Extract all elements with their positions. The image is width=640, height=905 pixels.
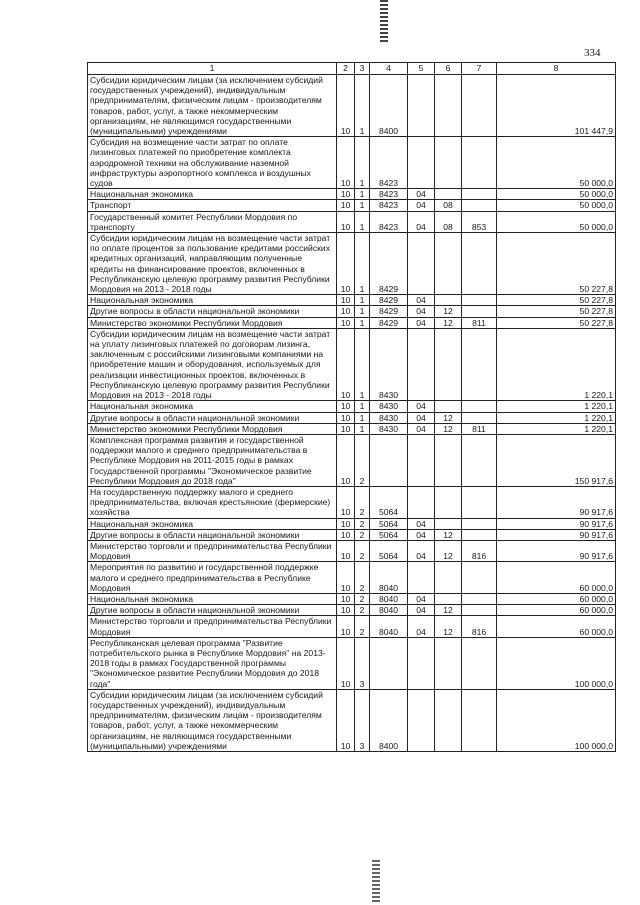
table-row [88, 562, 616, 594]
table-row [88, 233, 616, 295]
row-rz-cell: 10 [337, 518, 355, 529]
row-csr-cell: 8429 [370, 306, 408, 317]
table-row [88, 689, 616, 751]
row-amount-cell: 50 227,8 [497, 233, 616, 295]
table-row [88, 306, 616, 317]
row-sub-cell [435, 637, 462, 689]
row-sub-cell [435, 486, 462, 518]
row-csr-cell: 8430 [370, 423, 408, 434]
row-name-cell: Республиканская целевая программа "Развитие потребительского рынка в Республике Мордовия" на 2013-2018 годы в рамках Государственной программы "Экономическое развитие Республики Мордовия до 2018 года" [88, 637, 337, 689]
row-vr-cell: 04 [408, 295, 435, 306]
row-name-cell: Транспорт [88, 200, 337, 211]
row-pr-cell: 2 [355, 540, 370, 561]
row-amount-cell: 1 220,1 [497, 423, 616, 434]
row-sub-cell [435, 401, 462, 412]
row-pr-cell: 1 [355, 233, 370, 295]
row-amount-cell: 101 447,9 [497, 75, 616, 137]
row-rz-cell: 10 [337, 306, 355, 317]
row-kvsr-cell [462, 605, 497, 616]
row-rz-cell: 10 [337, 689, 355, 751]
row-amount-cell: 50 000,0 [497, 211, 616, 232]
row-sub-cell [435, 518, 462, 529]
row-name-cell: Национальная экономика [88, 593, 337, 604]
row-name-cell: На государственную поддержку малого и среднего предпринимательства, включая крестьянские (фермерские) хозяйства [88, 486, 337, 518]
row-csr-cell: 8040 [370, 593, 408, 604]
row-sub-cell: 12 [435, 412, 462, 423]
row-kvsr-cell [462, 401, 497, 412]
row-pr-cell: 2 [355, 593, 370, 604]
row-vr-cell: 04 [408, 401, 435, 412]
row-name-cell: Субсидия на возмещение части затрат по оплате лизинговых платежей по приобретение комплекта аэродромной техники на обслуживание наземной инфраструктуры аэропортного комплекса и воздушных судов [88, 137, 337, 189]
row-pr-cell: 2 [355, 616, 370, 637]
row-pr-cell: 2 [355, 486, 370, 518]
row-kvsr-cell [462, 529, 497, 540]
column-header: 6 [435, 63, 462, 75]
row-kvsr-cell [462, 137, 497, 189]
row-amount-cell: 90 917,6 [497, 529, 616, 540]
row-rz-cell: 10 [337, 401, 355, 412]
row-amount-cell: 90 917,6 [497, 486, 616, 518]
row-pr-cell: 1 [355, 75, 370, 137]
row-name-cell: Другие вопросы в области национальной экономики [88, 529, 337, 540]
table-row [88, 200, 616, 211]
row-name-cell: Субсидии юридическим лицам (за исключением субсидий государственных учреждений), индивидуальным предпринимателям, физическим лицам - производителям товаров, работ, услуг, а также некоммерческим организациям, не являющимся государственными (муниципальными) учреждениями [88, 75, 337, 137]
row-sub-cell: 12 [435, 616, 462, 637]
row-pr-cell: 3 [355, 637, 370, 689]
row-csr-cell: 8430 [370, 412, 408, 423]
row-name-cell: Субсидии юридическим лицам (за исключением субсидий государственных учреждений), индивидуальным предпринимателям, физическим лицам - производителям товаров, работ, услуг, а также некоммерческим организациям, не являющимся государственными (муниципальными) учреждениями [88, 689, 337, 751]
row-kvsr-cell [462, 593, 497, 604]
row-csr-cell: 8429 [370, 295, 408, 306]
row-pr-cell: 1 [355, 412, 370, 423]
row-pr-cell: 1 [355, 423, 370, 434]
row-csr-cell: 5064 [370, 529, 408, 540]
row-sub-cell [435, 233, 462, 295]
table-row [88, 540, 616, 561]
row-kvsr-cell: 853 [462, 211, 497, 232]
row-pr-cell: 1 [355, 189, 370, 200]
row-rz-cell: 10 [337, 412, 355, 423]
row-name-cell: Комплексная программа развития и государственной поддержки малого и среднего предпринимательства в Республике Мордовия на 2011-2015 годы в рамках Государственной программы "Экономическое развитие Республики Мордовия до 2018 года" [88, 434, 337, 486]
table-row [88, 328, 616, 400]
row-rz-cell: 10 [337, 189, 355, 200]
column-header: 2 [337, 63, 355, 75]
column-header: 7 [462, 63, 497, 75]
row-name-cell: Министерство торговли и предпринимательства Республики Мордовия [88, 540, 337, 561]
row-name-cell: Национальная экономика [88, 401, 337, 412]
row-vr-cell: 04 [408, 412, 435, 423]
row-amount-cell: 1 220,1 [497, 328, 616, 400]
table-row [88, 518, 616, 529]
row-csr-cell: 8040 [370, 605, 408, 616]
table-row [88, 317, 616, 328]
row-pr-cell: 1 [355, 295, 370, 306]
row-rz-cell: 10 [337, 529, 355, 540]
row-rz-cell: 10 [337, 486, 355, 518]
row-rz-cell: 10 [337, 137, 355, 189]
table-row [88, 637, 616, 689]
row-sub-cell: 12 [435, 423, 462, 434]
row-rz-cell: 10 [337, 233, 355, 295]
row-rz-cell: 10 [337, 637, 355, 689]
table-row [88, 434, 616, 486]
row-vr-cell [408, 137, 435, 189]
row-name-cell: Национальная экономика [88, 295, 337, 306]
row-rz-cell: 10 [337, 423, 355, 434]
row-csr-cell: 5064 [370, 518, 408, 529]
row-sub-cell: 12 [435, 605, 462, 616]
row-vr-cell: 04 [408, 605, 435, 616]
binding-mark-top [380, 0, 388, 44]
row-pr-cell: 2 [355, 434, 370, 486]
row-csr-cell: 5064 [370, 540, 408, 561]
row-rz-cell: 10 [337, 616, 355, 637]
row-amount-cell: 60 000,0 [497, 605, 616, 616]
row-rz-cell: 10 [337, 593, 355, 604]
row-rz-cell: 10 [337, 605, 355, 616]
row-vr-cell: 04 [408, 593, 435, 604]
row-pr-cell: 1 [355, 200, 370, 211]
header-row [88, 63, 616, 75]
row-kvsr-cell: 811 [462, 317, 497, 328]
row-name-cell: Министерство торговли и предпринимательства Республики Мордовия [88, 616, 337, 637]
row-name-cell: Национальная экономика [88, 189, 337, 200]
row-kvsr-cell: 816 [462, 540, 497, 561]
row-sub-cell [435, 189, 462, 200]
row-rz-cell: 10 [337, 211, 355, 232]
row-rz-cell: 10 [337, 562, 355, 594]
column-header: 5 [408, 63, 435, 75]
row-pr-cell: 1 [355, 317, 370, 328]
row-amount-cell: 60 000,0 [497, 616, 616, 637]
row-kvsr-cell [462, 200, 497, 211]
row-csr-cell: 8430 [370, 328, 408, 400]
row-pr-cell: 2 [355, 529, 370, 540]
row-sub-cell: 12 [435, 317, 462, 328]
row-sub-cell: 12 [435, 529, 462, 540]
row-pr-cell: 2 [355, 518, 370, 529]
row-amount-cell: 1 220,1 [497, 401, 616, 412]
row-name-cell: Государственный комитет Республики Мордовия по транспорту [88, 211, 337, 232]
row-name-cell: Субсидии юридическим лицам на возмещение части затрат на уплату лизинговых платежей по договорам лизинга, заключенным с российскими лизинговыми компаниями на приобретение машин и оборудования, используемых для реализации инвестиционных проектов, включенных в Республиканскую целевую программу развития Республики Мордовия на 2013 - 2018 годы [88, 328, 337, 400]
row-kvsr-cell [462, 75, 497, 137]
row-amount-cell: 90 917,6 [497, 540, 616, 561]
row-csr-cell [370, 637, 408, 689]
row-amount-cell: 100 000,0 [497, 637, 616, 689]
row-sub-cell [435, 328, 462, 400]
row-pr-cell: 1 [355, 401, 370, 412]
row-pr-cell: 3 [355, 689, 370, 751]
row-pr-cell: 1 [355, 137, 370, 189]
row-amount-cell: 1 220,1 [497, 412, 616, 423]
row-name-cell: Министерство экономики Республики Мордовия [88, 317, 337, 328]
row-sub-cell: 12 [435, 540, 462, 561]
table-row [88, 593, 616, 604]
row-csr-cell: 8423 [370, 189, 408, 200]
table-row [88, 295, 616, 306]
row-sub-cell [435, 295, 462, 306]
row-sub-cell [435, 593, 462, 604]
row-vr-cell: 04 [408, 518, 435, 529]
row-sub-cell [435, 689, 462, 751]
row-vr-cell [408, 434, 435, 486]
table-row [88, 412, 616, 423]
row-kvsr-cell [462, 295, 497, 306]
row-rz-cell: 10 [337, 540, 355, 561]
row-kvsr-cell [462, 689, 497, 751]
row-vr-cell: 04 [408, 211, 435, 232]
row-vr-cell: 04 [408, 306, 435, 317]
row-kvsr-cell [462, 562, 497, 594]
row-kvsr-cell [462, 328, 497, 400]
row-vr-cell: 04 [408, 317, 435, 328]
row-rz-cell: 10 [337, 328, 355, 400]
row-kvsr-cell [462, 434, 497, 486]
row-csr-cell: 5064 [370, 486, 408, 518]
row-pr-cell: 1 [355, 306, 370, 317]
row-name-cell: Другие вопросы в области национальной экономики [88, 412, 337, 423]
row-csr-cell [370, 434, 408, 486]
row-amount-cell: 100 000,0 [497, 689, 616, 751]
row-name-cell: Другие вопросы в области национальной экономики [88, 605, 337, 616]
row-vr-cell: 04 [408, 200, 435, 211]
row-csr-cell: 8400 [370, 689, 408, 751]
table-row [88, 529, 616, 540]
binding-mark-bottom [372, 860, 380, 902]
table-row [88, 137, 616, 189]
column-header: 8 [497, 63, 616, 75]
row-amount-cell: 50 227,8 [497, 317, 616, 328]
row-amount-cell: 50 000,0 [497, 189, 616, 200]
row-amount-cell: 50 227,8 [497, 295, 616, 306]
row-sub-cell: 08 [435, 211, 462, 232]
row-vr-cell: 04 [408, 423, 435, 434]
row-kvsr-cell [462, 306, 497, 317]
row-rz-cell: 10 [337, 295, 355, 306]
row-vr-cell: 04 [408, 529, 435, 540]
table-row [88, 616, 616, 637]
row-kvsr-cell [462, 486, 497, 518]
row-vr-cell [408, 233, 435, 295]
row-vr-cell [408, 637, 435, 689]
column-header: 4 [370, 63, 408, 75]
row-pr-cell: 2 [355, 562, 370, 594]
row-vr-cell: 04 [408, 540, 435, 561]
row-csr-cell: 8429 [370, 233, 408, 295]
row-amount-cell: 150 917,6 [497, 434, 616, 486]
row-csr-cell: 8400 [370, 75, 408, 137]
row-amount-cell: 50 000,0 [497, 137, 616, 189]
row-kvsr-cell [462, 637, 497, 689]
column-header: 3 [355, 63, 370, 75]
row-sub-cell: 12 [435, 306, 462, 317]
row-kvsr-cell [462, 518, 497, 529]
row-sub-cell [435, 137, 462, 189]
row-kvsr-cell [462, 412, 497, 423]
row-sub-cell [435, 75, 462, 137]
row-kvsr-cell: 816 [462, 616, 497, 637]
row-name-cell: Субсидии юридическим лицам на возмещение части затрат по оплате процентов за пользование кредитами российских кредитных организаций, направляющим полученные кредиты на финансирование проектов, включенных в Республиканскую целевую программу развития Республики Мордовия на 2013 - 2018 годы [88, 233, 337, 295]
row-sub-cell [435, 434, 462, 486]
row-csr-cell: 8040 [370, 616, 408, 637]
row-vr-cell [408, 486, 435, 518]
budget-table [87, 62, 616, 752]
row-pr-cell: 1 [355, 328, 370, 400]
row-kvsr-cell [462, 189, 497, 200]
row-vr-cell [408, 328, 435, 400]
row-csr-cell: 8429 [370, 317, 408, 328]
row-name-cell: Национальная экономика [88, 518, 337, 529]
row-csr-cell: 8423 [370, 200, 408, 211]
column-header: 1 [88, 63, 337, 75]
row-csr-cell: 8430 [370, 401, 408, 412]
row-amount-cell: 90 917,6 [497, 518, 616, 529]
table-row [88, 605, 616, 616]
row-amount-cell: 50 000,0 [497, 200, 616, 211]
row-name-cell: Другие вопросы в области национальной экономики [88, 306, 337, 317]
row-amount-cell: 60 000,0 [497, 593, 616, 604]
row-csr-cell: 8040 [370, 562, 408, 594]
row-vr-cell: 04 [408, 189, 435, 200]
row-amount-cell: 50 227,8 [497, 306, 616, 317]
table-row [88, 486, 616, 518]
table-row [88, 189, 616, 200]
row-vr-cell: 04 [408, 616, 435, 637]
row-rz-cell: 10 [337, 434, 355, 486]
row-name-cell: Министерство экономики Республики Мордовия [88, 423, 337, 434]
row-rz-cell: 10 [337, 75, 355, 137]
page-number: 334 [584, 47, 601, 59]
table-row [88, 75, 616, 137]
row-rz-cell: 10 [337, 200, 355, 211]
row-pr-cell: 1 [355, 211, 370, 232]
row-kvsr-cell [462, 233, 497, 295]
row-pr-cell: 2 [355, 605, 370, 616]
row-kvsr-cell: 811 [462, 423, 497, 434]
row-csr-cell: 8423 [370, 137, 408, 189]
table-row [88, 423, 616, 434]
row-amount-cell: 60 000,0 [497, 562, 616, 594]
row-name-cell: Мероприятия по развитию и государственной поддержке малого и среднего предпринимательства в Республике Мордовия [88, 562, 337, 594]
row-vr-cell [408, 689, 435, 751]
row-vr-cell [408, 75, 435, 137]
row-sub-cell: 08 [435, 200, 462, 211]
table-row [88, 401, 616, 412]
row-csr-cell: 8423 [370, 211, 408, 232]
table-row [88, 211, 616, 232]
row-rz-cell: 10 [337, 317, 355, 328]
row-vr-cell [408, 562, 435, 594]
row-sub-cell [435, 562, 462, 594]
